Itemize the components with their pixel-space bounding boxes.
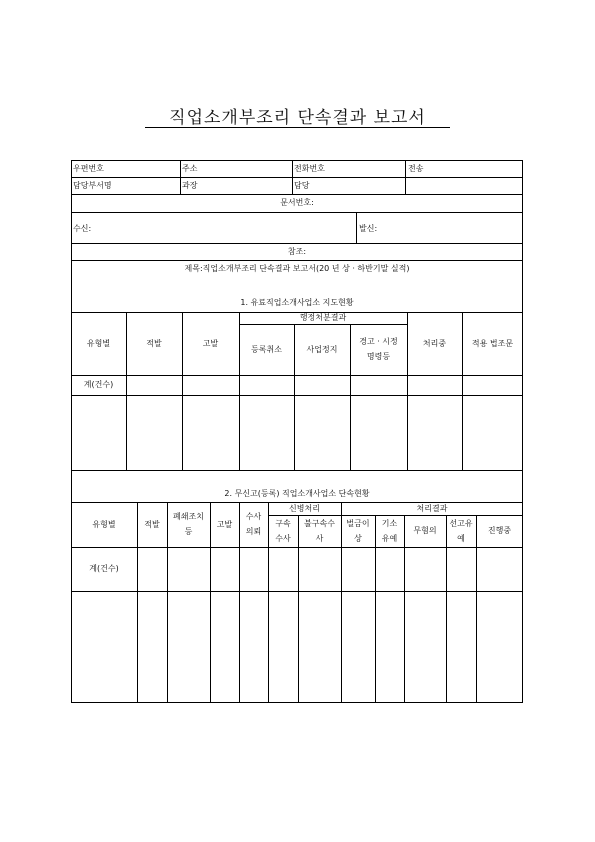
zip-label: 우편번호 [73,164,104,173]
s2-non-arrest-line1: 불구속수 [304,518,335,528]
row-line [71,547,523,548]
col-line [405,160,406,194]
col-line [292,160,293,194]
s2-total-row-label: 계(건수) [89,564,119,573]
row-line [71,375,523,376]
s2-result-group-header: 처리결과 [416,503,448,513]
s2-closure-line2: 등 [184,527,193,536]
s2-detect-header: 적발 [144,519,160,529]
s2-arrest-line1: 구속 [275,518,291,528]
chief-label: 과장 [182,181,198,190]
s2-fine-header [341,515,375,547]
s2-report-header: 고발 [216,519,233,529]
s2-fine-line2: 상 [354,533,362,543]
s2-investigate-line1: 수사 [245,512,262,521]
row-line [71,395,523,396]
s2-sentence-line2: 예 [457,533,465,543]
subject-line: 제목:직업소개부조리 단속결과 보고서(20 년 상 · 하반기말 실적) [184,264,410,273]
s1-admin-group-header: 행정처분결과 [299,313,347,322]
s2-non-arrest-header [298,515,341,547]
s2-fine-line1: 벌금이 [346,518,370,528]
s1-warning-line2: 명령등 [366,352,391,361]
title-underline [145,127,450,128]
s1-type-header: 유형별 [86,338,111,348]
s2-in-progress-header: 진행중 [487,526,512,535]
s2-suspended-header [375,515,404,547]
s2-non-arrest-line2: 사 [315,533,324,543]
s1-cancel-header: 등록취소 [251,344,282,354]
s1-detect-header: 적발 [146,338,162,348]
recipient-label: 수신: [73,224,92,233]
s2-closure-header [167,502,210,547]
col-line [180,160,181,194]
sender-label: 발신: [359,224,378,233]
row-line [71,260,523,261]
s1-warning-header [350,324,407,375]
s2-investigate-header [239,502,268,547]
report-form [71,160,523,703]
s1-law-header: 적용 법조문 [471,338,514,348]
officer-label: 담당 [294,181,310,190]
s2-investigate-line2: 의뢰 [245,527,262,536]
s2-closure-line1: 폐쇄조치 [173,512,204,521]
s1-suspend-header: 사업정지 [306,344,338,354]
s2-case-group-header: 신병처리 [289,503,320,513]
row-line [71,591,523,592]
reference-label: 참조: [287,246,307,256]
s2-sentence-line1: 선고유 [449,518,473,528]
section1-title: 1. 유료직업소개사업소 지도현황 [240,298,354,307]
dept-label: 담당부서명 [73,181,112,190]
s2-not-guilty-header: 무혐의 [413,526,437,535]
s2-suspended-line2: 유예 [381,533,398,543]
s2-sentence-header [446,515,476,547]
row-line [71,177,523,178]
col-line [356,212,357,243]
address-label: 주소 [182,164,198,173]
section2-title: 2. 무신고(등록) 직업소개사업소 단속현황 [224,489,370,498]
s2-arrest-header [268,515,298,547]
s1-processing-header: 처리중 [422,338,447,348]
s1-total-row-label: 계(건수) [83,380,114,389]
s1-warning-line1: 경고 · 시정 [359,337,398,346]
doc-number-label: 문서번호: [280,198,314,207]
row-line [71,212,523,213]
s1-report-header: 고발 [202,338,219,348]
s2-suspended-line1: 기소 [381,518,398,528]
fax-label: 전송 [408,164,424,173]
s2-arrest-line2: 수사 [275,533,291,543]
s2-type-header: 유형별 [92,519,116,529]
phone-label: 전화번호 [294,164,325,173]
row-line [71,470,523,471]
page-title: 직업소개부조리 단속결과 보고서 [169,108,426,128]
